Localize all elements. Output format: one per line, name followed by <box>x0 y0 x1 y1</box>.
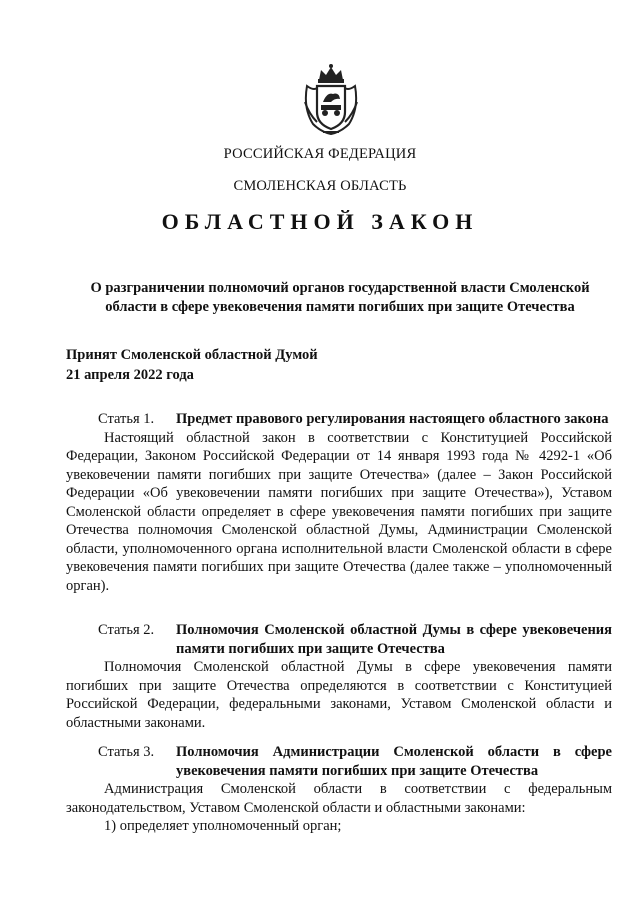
article-paragraph: Настоящий областной закон в соответствии с Конституцией Российской Федерации, Законом Российской Федерации от 14 января 1993 года № 4292-1 «Об увековечении памяти погибших при защите Отечества» (далее – Закон Российской Федерации «Об увековечении памяти погибших при защите Отечества»), Уставом Смоленской области определяет в сфере увековечения памяти погибших при защите Отечества полномочия Смоленской областной Думы, Администрации Смоленской области, уполномоченного органа исполнительной власти Смоленской области в сфере увековечения памяти погибших при защите Отечества (далее также – уполномоченный орган). <box>66 429 612 594</box>
list-item: 1) определяет уполномоченный орган; <box>104 818 342 834</box>
article-paragraph: Администрация Смоленской области в соответствии с федеральным законодательством, Уставом Смоленской области и областными законами: <box>66 781 612 816</box>
article-header <box>66 410 612 429</box>
document-type-heading: ОБЛАСТНОЙ ЗАКОН <box>161 209 479 234</box>
article-header <box>66 743 612 780</box>
article-title: Полномочия Администрации Смоленской области в сфере увековечения памяти погибших при защите Отечества <box>176 744 612 779</box>
adoption-body: Принят Смоленской областной Думой <box>66 347 318 363</box>
article-1 <box>66 410 612 595</box>
article-paragraph: Полномочия Смоленской областной Думы в сфере увековечения памяти погибших при защите Отечества определяются в соответствии с Конституцией Российской Федерации, федеральными законами, Уставом Смоленской области и областными законами. <box>66 659 612 731</box>
adoption-date: 21 апреля 2022 года <box>66 367 194 383</box>
adoption-info <box>66 345 318 385</box>
article-title: Предмет правового регулирования настоящего областного закона <box>176 411 609 427</box>
article-header <box>66 621 612 658</box>
region-heading: СМОЛЕНСКАЯ ОБЛАСТЬ <box>233 178 407 194</box>
smolensk-coat-of-arms-icon <box>301 62 361 136</box>
law-title: О разграничении полномочий органов государственной власти Смоленской области в сфере увековечения памяти погибших при защите Отечества <box>90 280 590 315</box>
article-number: Статья 1. <box>98 411 155 427</box>
article-number: Статья 3. <box>98 744 155 760</box>
country-heading: РОССИЙСКАЯ ФЕДЕРАЦИЯ <box>223 146 417 162</box>
article-title: Полномочия Смоленской областной Думы в сфере увековечения памяти погибших при защите Отечества <box>176 622 612 657</box>
article-number: Статья 2. <box>98 622 155 638</box>
article-3 <box>66 743 612 836</box>
article-2 <box>66 621 612 732</box>
